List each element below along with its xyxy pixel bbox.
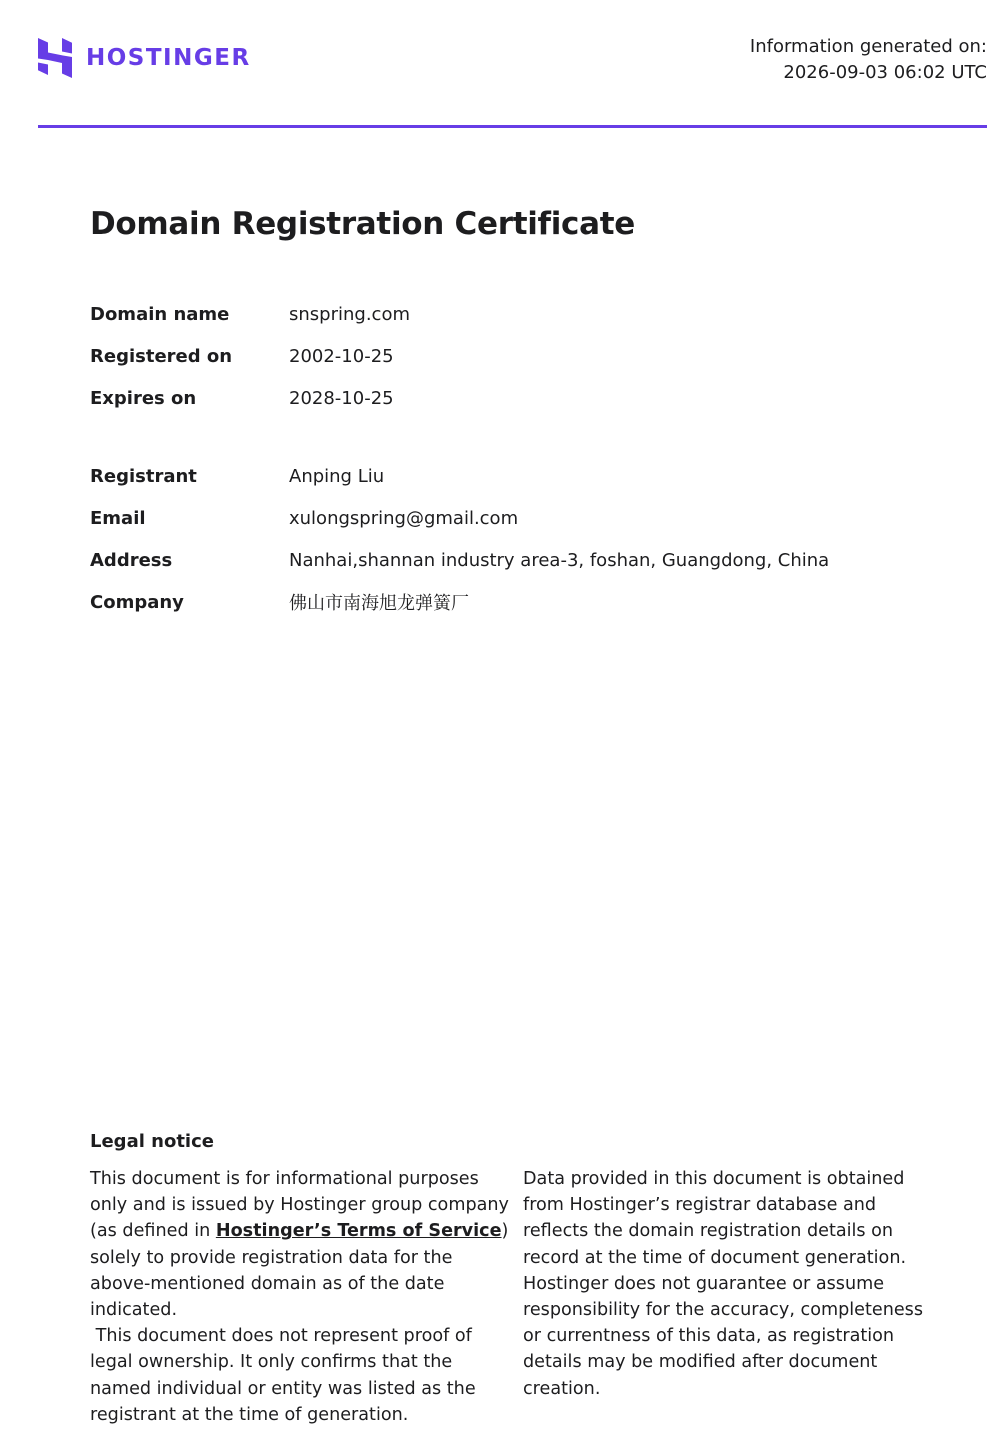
info-row-registrant [90,455,950,497]
generated-timestamp: 2026-09-03 06:02 UTC [783,62,987,83]
info-value: Nanhai,shannan industry area-3, foshan, Guangdong, China [289,549,830,571]
info-value: 佛山市南海旭龙弹簧厂 [289,593,469,614]
info-key: Expires on [90,387,197,409]
registrant-info-table [90,455,950,623]
header-divider [38,125,987,128]
page-header [38,34,987,94]
hostinger-h-logo-icon [38,38,72,78]
legal-text: ) solely to provide registration data for the above-mentioned domain as of the date indicated. [90,1221,509,1321]
info-key: Registered on [90,345,233,367]
info-row-expires-on [90,377,950,419]
terms-of-service-link[interactable]: Hostinger’s Terms of Service [215,1221,502,1242]
info-key: Email [90,507,146,529]
brand-name: HOSTINGER [86,45,251,71]
info-value: xulongspring@gmail.com [289,507,519,529]
info-key: Company [90,591,184,613]
legal-notice-column-1 [90,1166,510,1428]
legal-notice-heading: Legal notice [90,1131,214,1152]
info-key: Domain name [90,303,230,325]
legal-paragraph-1 [90,1166,510,1323]
legal-paragraph-2: This document does not represent proof of legal ownership. It only confirms that the named individual or entity was listed as the registrant at the time of generation. [90,1326,482,1425]
domain-info-table [90,293,950,419]
info-row-address [90,539,950,581]
generation-info [750,34,987,86]
legal-text: This document is for informational purposes only and is issued by Hostinger group company (as defined in [90,1169,509,1242]
info-row-email [90,497,950,539]
info-value: 2002-10-25 [289,345,394,367]
info-row-domain-name [90,293,950,335]
legal-notice-column-2 [523,1166,933,1402]
generated-label: Information generated on: [749,36,987,57]
info-value: snspring.com [289,303,410,325]
info-row-company [90,581,950,623]
info-value: 2028-10-25 [289,387,394,409]
info-value: Anping Liu [289,465,385,487]
info-key: Registrant [90,465,197,487]
page-title: Domain Registration Certificate [90,206,635,242]
brand-logo [38,38,251,78]
info-key: Address [90,549,173,571]
info-row-registered-on [90,335,950,377]
legal-paragraph-3: Data provided in this document is obtained from Hostinger’s registrar database and reflects the domain registration details on record at the time of document generation. Hostinger does not guarantee or assume responsibility for the accuracy, completeness or currentness of this data, as registration details may be modified after document creation. [523,1169,924,1399]
